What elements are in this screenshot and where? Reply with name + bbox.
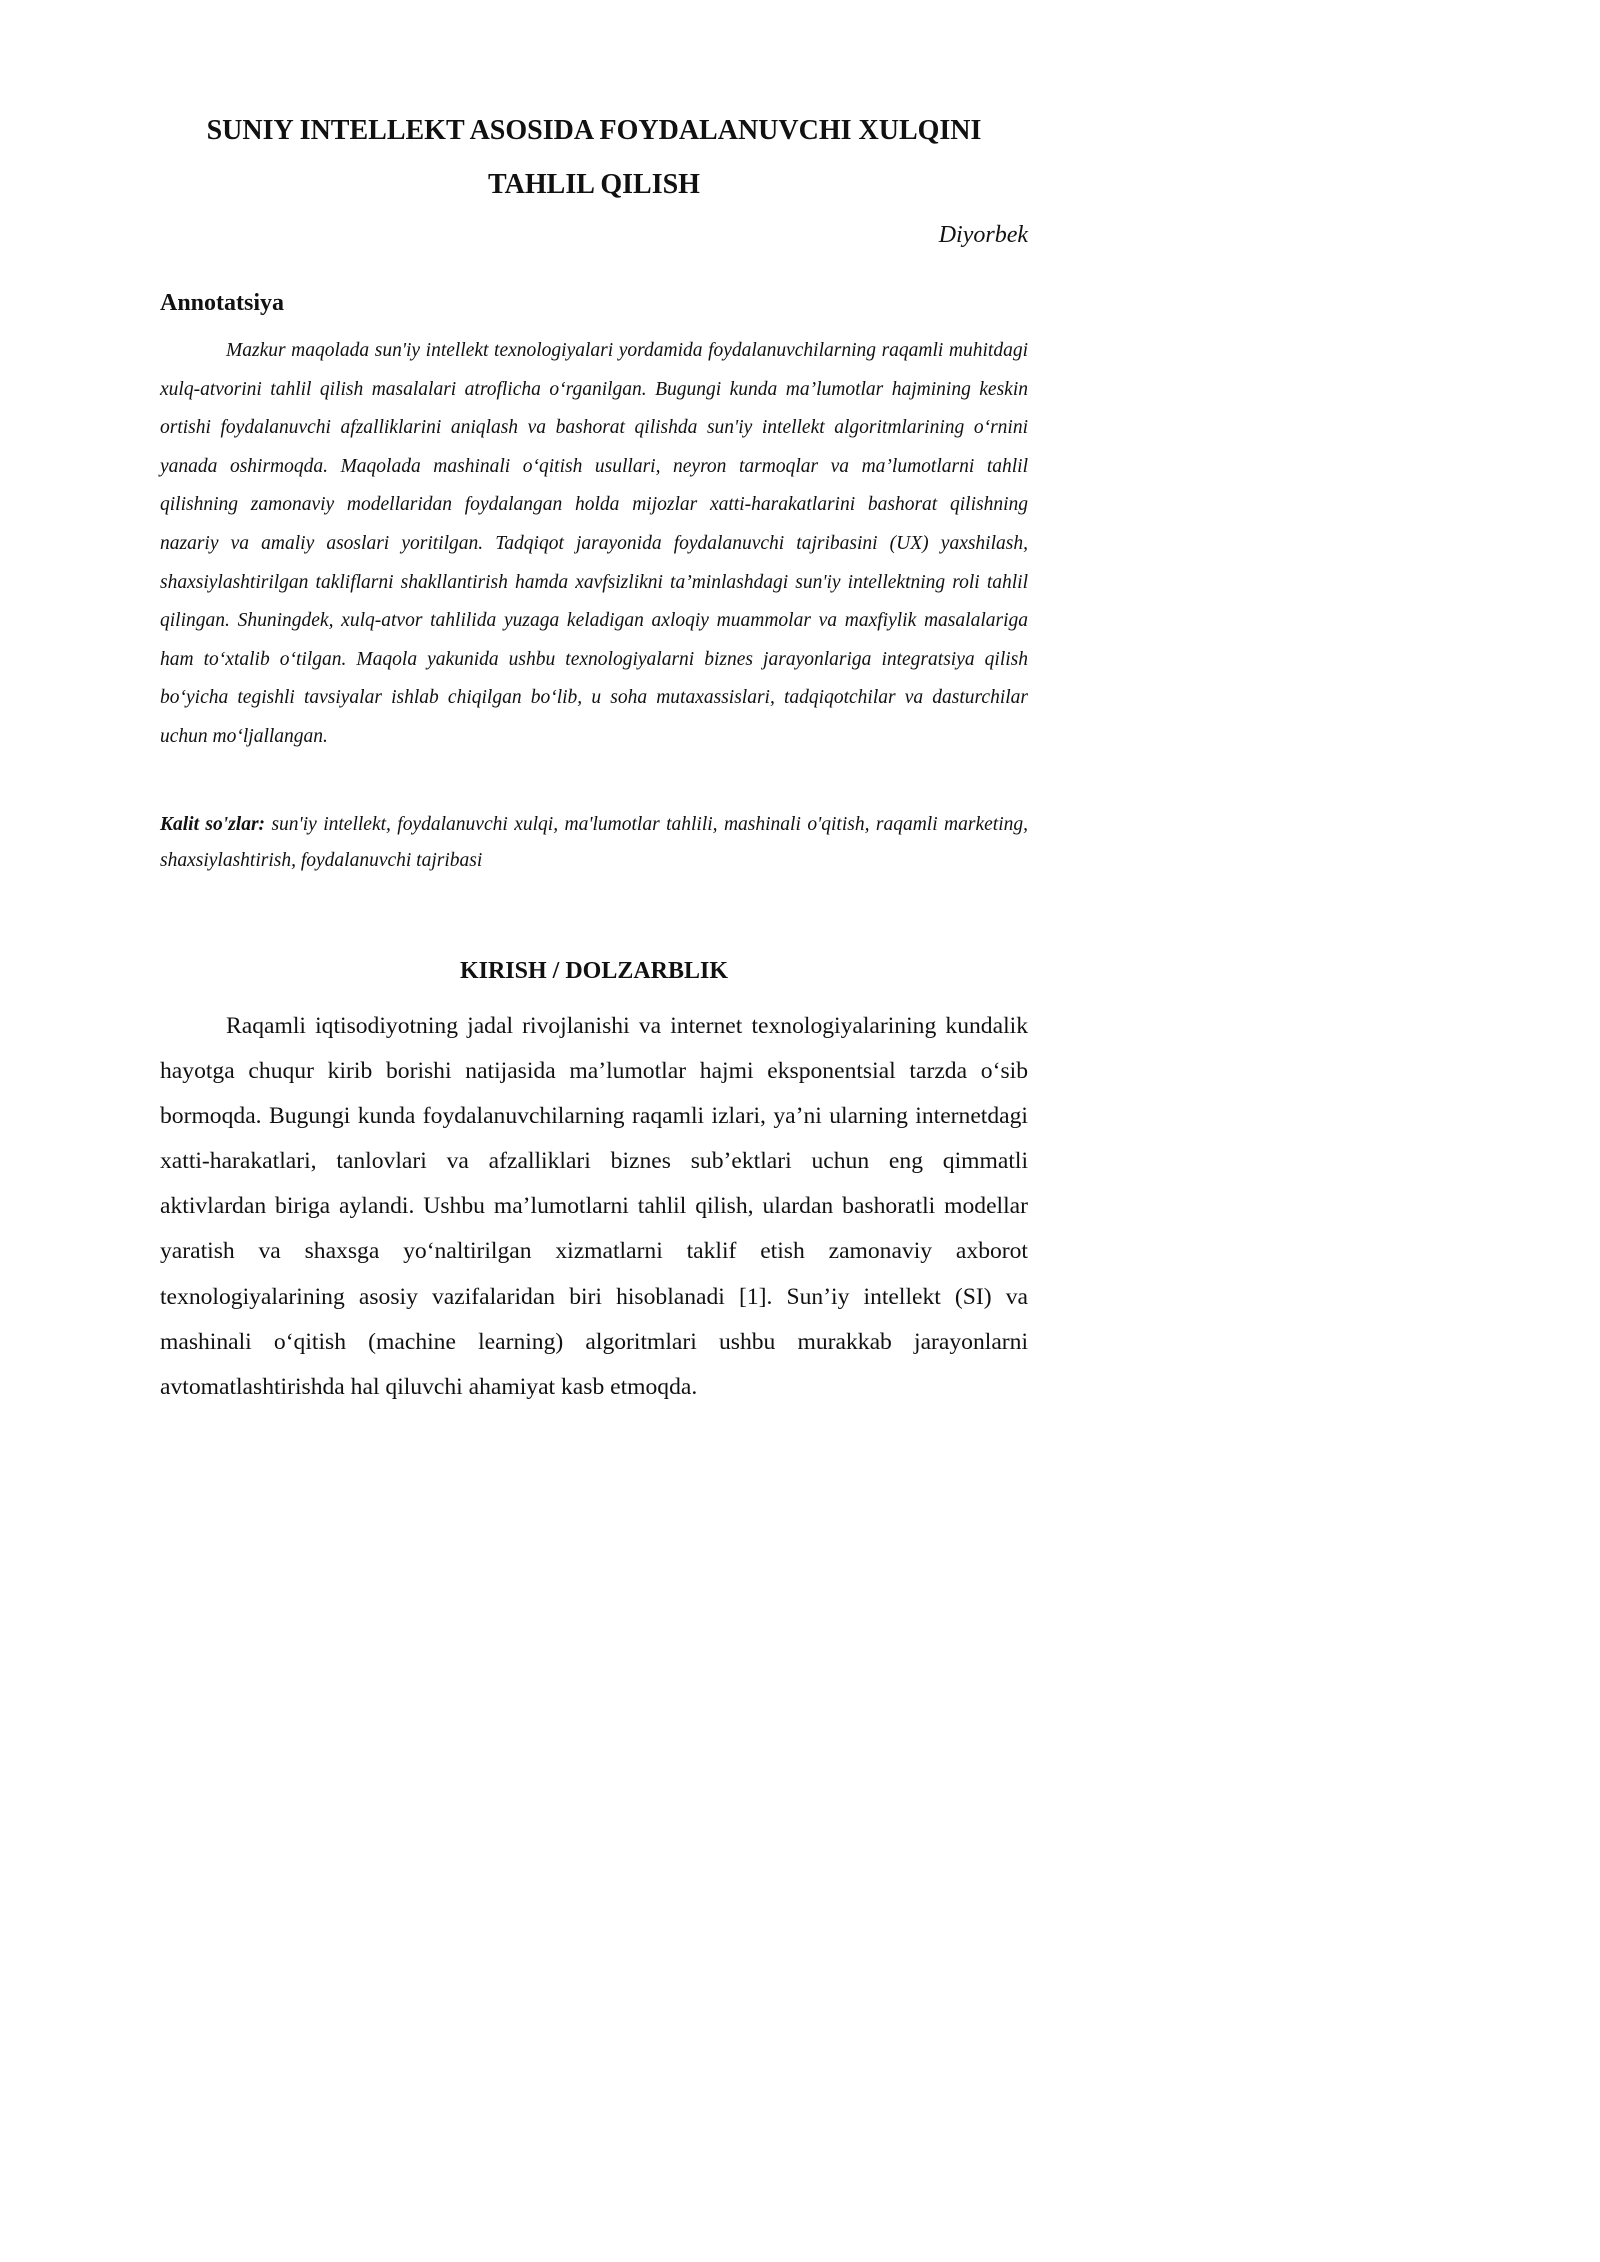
keywords-list: sun'iy intellekt, foydalanuvchi xulqi, ma'lumotlar tahlili, mashinali o'qitish, raqamli marketing, shaxsiylashtirish, foydalanuvchi tajribasi <box>160 814 1028 871</box>
author-name: Diyorbek <box>938 222 1028 248</box>
introduction-heading: KIRISH / DOLZARBLIK <box>459 958 729 984</box>
paper-title <box>160 104 1028 212</box>
abstract-heading: Annotatsiya <box>160 290 285 316</box>
introduction-paragraph: Raqamli iqtisodiyotning jadal rivojlanishi va internet texnologiyalarining kundalik hayotga chuqur kirib borishi natijasida ma’lumotlar hajmi eksponentsial tarzda o‘sib bormoqda. Bugungi kunda foydalanuvchilarning raqamli izlari, ya’ni ularning internetdagi xatti-harakatlari, tanlovlari va afzalliklari biznes sub’ektlari uchun eng qimmatli aktivlardan biriga aylandi. Ushbu ma’lumotlarni tahlil qilish, ulardan bashoratli modellar yaratish va shaxsga yo‘naltirilgan xizmatlarni taklif etish zamonaviy axborot texnologiyalarining asosiy vazifalaridan biri hisoblanadi [1]. Sun’iy intellekt (SI) va mashinali o‘qitish (machine learning) algoritmlari ushbu murakkab jarayonlarni avtomatlashtirishda hal qiluvchi ahamiyat kasb etmoqda. <box>160 1013 1028 1400</box>
keywords-paragraph <box>160 807 1028 879</box>
paper-title-line-1: SUNIY INTELLEKT ASOSIDA FOYDALANUVCHI XULQINI <box>206 115 982 146</box>
keywords-label: Kalit so'zlar: <box>160 814 266 835</box>
abstract-paragraph: Mazkur maqolada sun'iy intellekt texnologiyalari yordamida foydalanuvchilarning raqamli muhitdagi xulq-atvorini tahlil qilish masalalari atroflicha o‘rganilgan. Bugungi kunda ma’lumotlar hajmining keskin ortishi foydalanuvchi afzalliklarini aniqlash va bashorat qilishda sun'iy intellekt algoritmlarining o‘rnini yanada oshirmoqda. Maqolada mashinali o‘qitish usullari, neyron tarmoqlar va ma’lumotlarni tahlil qilishning zamonaviy modellaridan foydalangan holda mijozlar xatti-harakatlarini bashorat qilishning nazariy va amaliy asoslari yoritilgan. Tadqiqot jarayonida foydalanuvchi tajribasini (UX) yaxshilash, shaxsiylashtirilgan takliflarni shakllantirish hamda xavfsizlikni ta’minlashdagi sun'iy intellektning roli tahlil qilingan. Shuningdek, xulq-atvor tahlilida yuzaga keladigan axloqiy muammolar va maxfiylik masalalariga ham to‘xtalib o‘tilgan. Maqola yakunida ushbu texnologiyalarni biznes jarayonlariga integratsiya qilish bo‘yicha tegishli tavsiyalar ishlab chiqilgan bo‘lib, u soha mutaxassislari, tadqiqotchilar va dasturchilar uchun mo‘ljallangan. <box>160 340 1028 747</box>
paper-title-line-2: TAHLIL QILISH <box>488 169 700 200</box>
document-page <box>0 0 1100 1555</box>
